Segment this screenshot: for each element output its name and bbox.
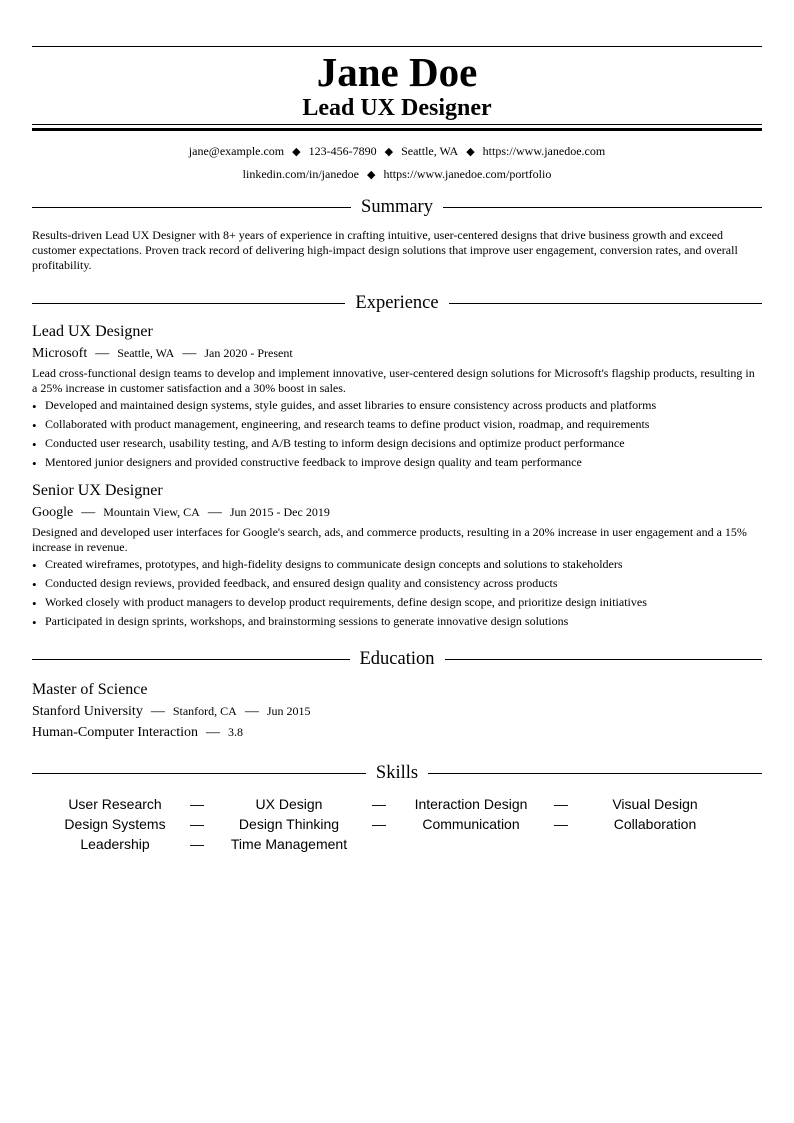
job-entry <box>32 321 762 470</box>
contact-portfolio[interactable]: https://www.janedoe.com/portfolio <box>383 167 552 181</box>
job-bullets <box>32 557 762 629</box>
education-date: Jun 2015 <box>266 704 311 718</box>
skill-separator: — <box>190 816 204 832</box>
skill-item: Time Management <box>230 836 348 852</box>
education-degree: Master of Science <box>32 681 148 698</box>
header-rule-thin <box>32 124 762 125</box>
section-label: Education <box>359 649 435 669</box>
skill-separator: — <box>190 836 204 852</box>
header-rule-thick <box>32 128 762 131</box>
list-item: • Participated in design sprints, workshops, and brainstorming sessions to generate innovative design solutions <box>32 614 762 629</box>
job-bullets <box>32 398 762 470</box>
job-description: Lead cross-functional design teams to develop and implement innovative, user-centered design solutions for Microsoft's flagship products, resulting in a 25% increase in customer satisfaction and a 30% boost in sales. <box>32 366 755 395</box>
skill-separator: — <box>190 796 204 812</box>
skill-item: UX Design <box>255 796 323 812</box>
skills-row <box>32 814 762 834</box>
resume-page <box>32 46 762 854</box>
skill-separator: — <box>372 796 386 812</box>
education-entry <box>32 679 762 743</box>
section-label: Summary <box>361 197 433 217</box>
meta-dash: — <box>244 704 259 719</box>
education-gpa: 3.8 <box>228 725 244 739</box>
meta-dash: — <box>206 725 221 740</box>
job-meta <box>32 502 762 523</box>
diamond-separator-icon: ◆ <box>466 146 475 158</box>
meta-dash: — <box>81 505 96 520</box>
diamond-separator-icon: ◆ <box>384 146 394 158</box>
contact-website[interactable]: https://www.janedoe.com <box>482 144 606 158</box>
job-location: Seattle, WA <box>117 346 175 360</box>
skill-separator: — <box>372 816 386 832</box>
contact-location: Seattle, WA <box>401 144 459 158</box>
section-heading-skills <box>32 761 762 785</box>
candidate-name: Jane Doe <box>316 49 478 95</box>
section-label: Skills <box>375 763 419 783</box>
list-item: • Collaborated with product management, engineering, and research teams to define product vision, roadmap, and requirements <box>32 417 762 432</box>
diamond-separator-icon: ◆ <box>366 169 376 181</box>
skill-item: Communication <box>422 816 520 832</box>
section-label: Experience <box>355 293 439 313</box>
list-item: • Conducted user research, usability testing, and A/B testing to inform design decisions and optimize product performance <box>32 436 762 451</box>
education-school: Stanford University <box>32 704 143 719</box>
header-top-rule <box>32 46 762 47</box>
job-meta <box>32 343 762 364</box>
meta-dash: — <box>95 346 110 361</box>
job-company: Microsoft <box>32 346 88 361</box>
contact-email[interactable]: jane@example.com <box>188 144 285 158</box>
job-title: Senior UX Designer <box>32 482 163 499</box>
list-item: • Worked closely with product managers to develop product requirements, define design scope, and prioritize design initiatives <box>32 595 762 610</box>
meta-dash: — <box>182 346 197 361</box>
section-heading-education <box>32 647 762 671</box>
list-item: • Created wireframes, prototypes, and high-fidelity designs to communicate design concepts and solutions to stakeholders <box>32 557 762 572</box>
job-company: Google <box>32 505 74 520</box>
skill-item: Design Systems <box>64 816 166 832</box>
skill-separator: — <box>554 816 568 832</box>
list-item: • Conducted design reviews, provided feedback, and ensured design quality and consistency across products <box>32 576 762 591</box>
education-location: Stanford, CA <box>172 704 237 718</box>
skill-item: Design Thinking <box>238 816 340 832</box>
skill-item: Interaction Design <box>414 796 528 812</box>
education-field-line <box>32 722 762 743</box>
diamond-separator-icon: ◆ <box>292 146 301 158</box>
section-heading-experience <box>32 291 762 315</box>
list-item: • Developed and maintained design systems, style guides, and asset libraries to ensure consistency across products and platforms <box>32 398 762 413</box>
candidate-title: Lead UX Designer <box>302 95 492 121</box>
skill-item: Leadership <box>80 836 150 852</box>
job-title: Lead UX Designer <box>32 323 153 340</box>
contact-phone[interactable]: 123-456-7890 <box>308 144 377 158</box>
section-heading-summary <box>32 195 762 219</box>
skills-row <box>32 834 762 854</box>
job-description: Designed and developed user interfaces for Google's search, ads, and commerce products, resulting in a 20% increase in user engagement and a 15% increase in revenue. <box>32 525 747 554</box>
contact-line-2 <box>32 160 762 189</box>
skills-grid <box>32 794 762 854</box>
skill-item: User Research <box>68 796 162 812</box>
meta-dash: — <box>150 704 165 719</box>
job-dates: Jun 2015 - Dec 2019 <box>229 505 330 519</box>
skills-row <box>32 794 762 814</box>
job-location: Mountain View, CA <box>103 505 200 519</box>
skill-item: Visual Design <box>612 796 698 812</box>
education-field: Human-Computer Interaction <box>32 725 199 740</box>
meta-dash: — <box>207 505 222 520</box>
skill-separator: — <box>554 796 568 812</box>
skill-item: Collaboration <box>613 816 697 832</box>
summary-text: Results-driven Lead UX Designer with 8+ years of experience in crafting intuitive, user-centered designs that drive business growth and exceed customer expectations. Proven track record of delivering high-impact design solutions that improve user engagement, conversion rates, and overall profitability. <box>32 228 738 272</box>
list-item: • Mentored junior designers and provided constructive feedback to improve design quality and team performance <box>32 455 762 470</box>
job-dates: Jan 2020 - Present <box>204 346 293 360</box>
contact-linkedin[interactable]: linkedin.com/in/janedoe <box>242 167 359 181</box>
education-school-line <box>32 701 762 722</box>
job-entry <box>32 480 762 629</box>
